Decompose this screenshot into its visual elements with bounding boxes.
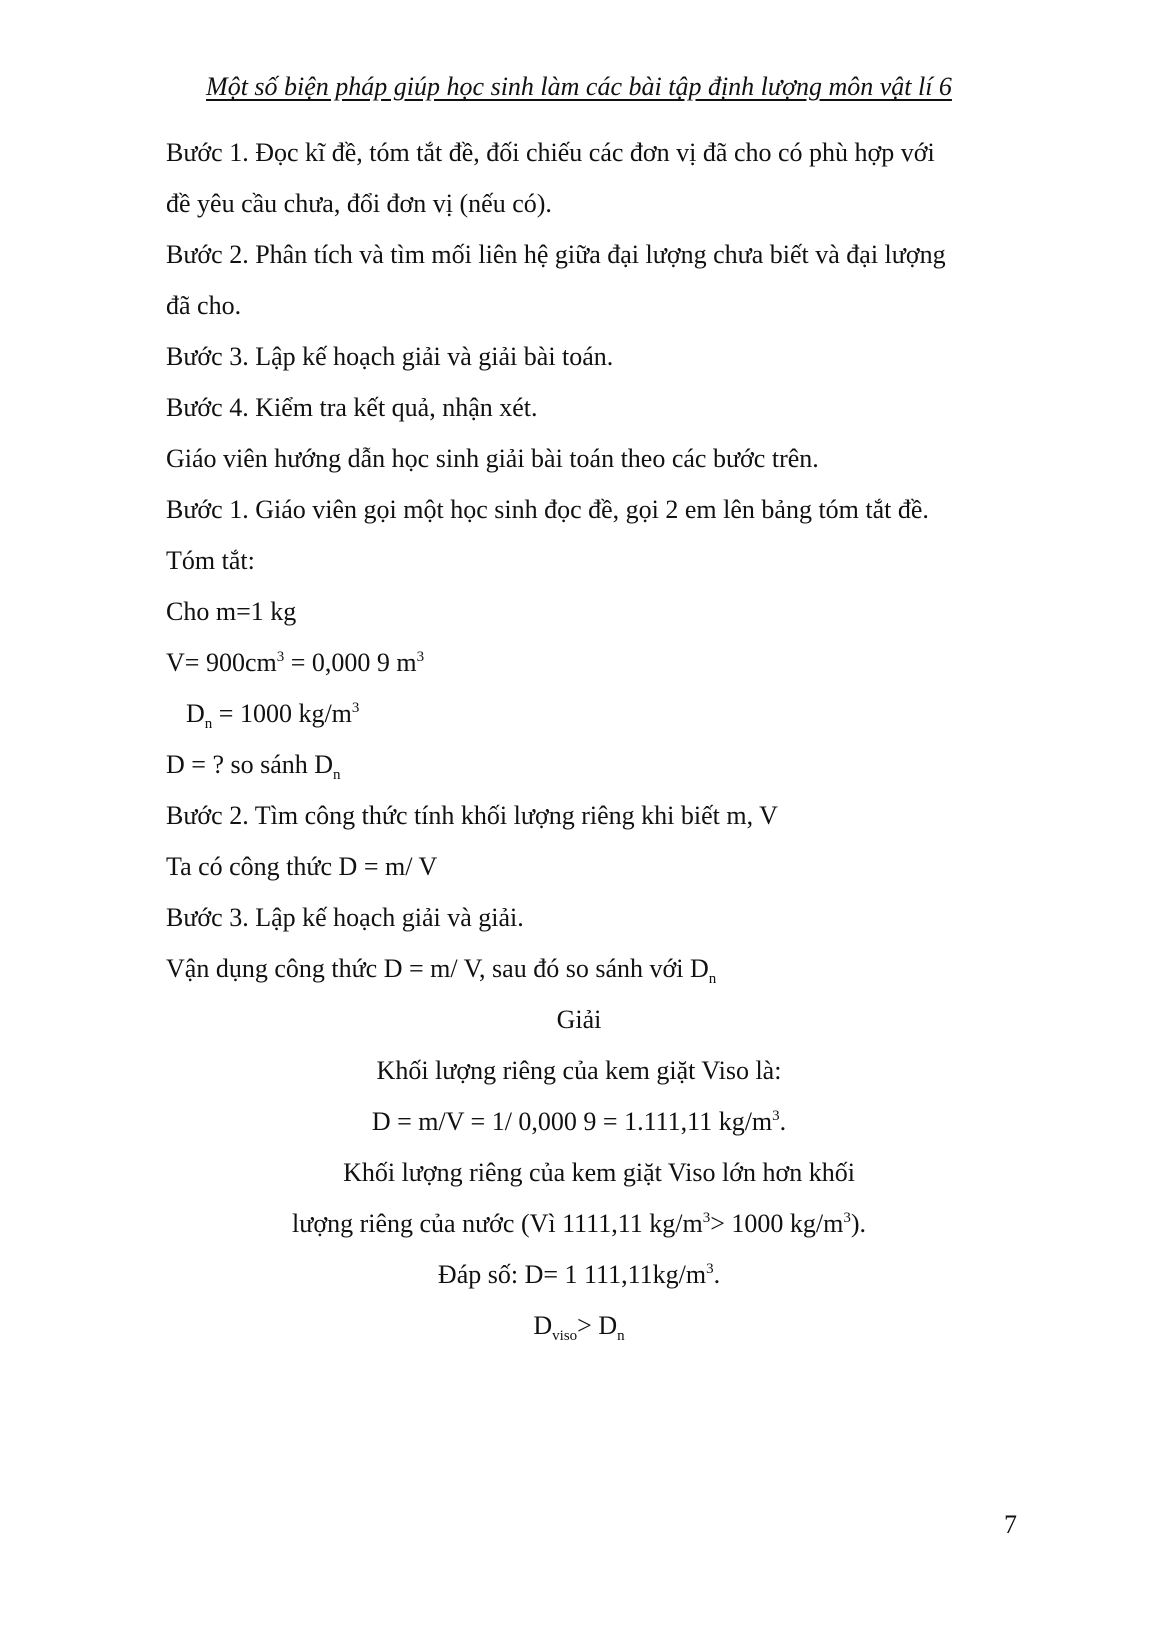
compare-exp-1: 3	[702, 1210, 711, 1226]
page-number: 7	[1004, 1510, 1017, 1539]
solution-step1: Bước 1. Giáo viên gọi một học sinh đọc đề, gọi 2 em lên bảng tóm tắt đề.	[166, 495, 929, 524]
step1-line2: đề yêu cầu chưa, đổi đơn vị (nếu có).	[166, 189, 552, 218]
step2-line1: Bước 2. Phân tích và tìm mối liên hệ giữa đại lượng chưa biết và đại lượng	[166, 240, 946, 269]
solution-step3: Bước 3. Lập kế hoạch giải và giải.	[166, 903, 524, 932]
calc-exponent: 3	[772, 1108, 780, 1124]
step2-line2: đã cho.	[166, 291, 242, 320]
dn-value: = 1000 kg/m	[212, 699, 352, 728]
compare-text-c: ).	[850, 1209, 866, 1238]
given-mass: Cho m=1 kg	[166, 597, 297, 626]
answer-text: Đáp số: D= 1 111,11kg/m	[437, 1260, 707, 1289]
apply-text: Vận dụng công thức D = m/ V, sau đó so sánh với D	[166, 954, 709, 983]
answer-period: .	[713, 1260, 721, 1289]
given-volume	[166, 647, 424, 679]
dn-subscript: n	[204, 716, 213, 732]
summary-label: Tóm tắt:	[166, 546, 255, 575]
cmp-subscript-1: viso	[552, 1328, 578, 1344]
find-text: D = ? so sánh D	[166, 750, 334, 779]
volume-exponent-2: 3	[416, 649, 425, 665]
solution-line4	[0, 1208, 1158, 1240]
volume-converted: = 0,000 9 m	[284, 648, 417, 677]
solution-line2	[0, 1106, 1158, 1138]
cmp-symbol-1: D	[533, 1311, 553, 1340]
answer-line	[0, 1259, 1158, 1291]
solution-line3: Khối lượng riêng của kem giặt Viso lớn hơn khối	[343, 1158, 855, 1187]
step1-line1: Bước 1. Đọc kĩ đề, tóm tắt đề, đối chiếu các đơn vị đã cho có phù hợp với	[166, 138, 935, 167]
cmp-symbol-2: > D	[577, 1311, 618, 1340]
calc-text: D = m/V = 1/ 0,000 9 = 1.111,11 kg/m	[371, 1107, 773, 1136]
find-subscript: n	[333, 767, 341, 783]
compare-text-a: lượng riêng của nước (Vì 1111,11 kg/m	[292, 1209, 703, 1238]
volume-exponent: 3	[276, 649, 285, 665]
step4-line: Bước 4. Kiểm tra kết quả, nhận xét.	[166, 393, 538, 422]
find-density	[166, 749, 341, 781]
volume-text: V= 900cm	[166, 648, 277, 677]
apply-formula	[166, 953, 716, 985]
dn-exponent: 3	[351, 700, 360, 716]
comparison-line	[0, 1310, 1158, 1342]
step3-line: Bước 3. Lập kế hoạch giải và giải bài toán.	[166, 342, 614, 371]
compare-text-b: > 1000 kg/m	[710, 1209, 844, 1238]
apply-subscript: n	[708, 971, 717, 987]
guide-line: Giáo viên hướng dẫn học sinh giải bài toán theo các bước trên.	[166, 444, 819, 473]
solution-title: Giải	[556, 1005, 602, 1034]
cmp-subscript-2: n	[617, 1328, 625, 1344]
formula-line: Ta có công thức D = m/ V	[166, 852, 438, 881]
calc-period: .	[779, 1107, 787, 1136]
solution-line1: Khối lượng riêng của kem giặt Viso là:	[376, 1056, 782, 1085]
dn-symbol: D	[186, 699, 205, 728]
answer-exponent: 3	[706, 1261, 714, 1277]
page-header: Một số biện pháp giúp học sinh làm các bài tập định lượng môn vật lí 6	[206, 72, 952, 101]
compare-exp-2: 3	[843, 1210, 851, 1226]
given-water-density	[186, 698, 359, 730]
solution-step2: Bước 2. Tìm công thức tính khối lượng riêng khi biết m, V	[166, 801, 778, 830]
